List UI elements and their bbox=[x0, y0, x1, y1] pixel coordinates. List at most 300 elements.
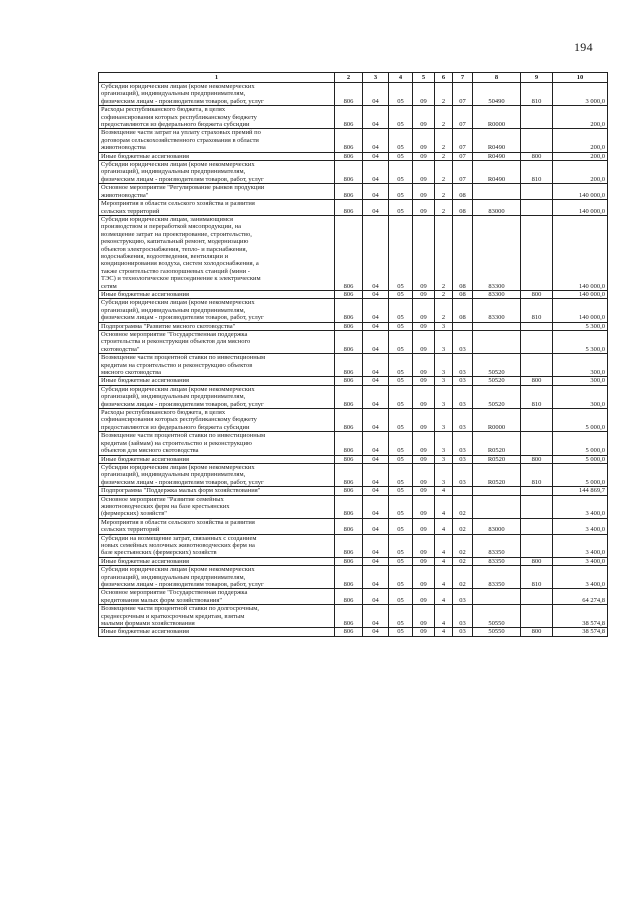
row-code-c2: 806 bbox=[335, 83, 363, 106]
row-name: Расходы республиканского бюджета, в целях софинансирования которых республиканскому бюджету предоставляются из федерального бюджета субсидии bbox=[99, 106, 335, 129]
table-row bbox=[99, 487, 608, 495]
row-code-c5: 09 bbox=[413, 106, 435, 129]
row-code-c6: 2 bbox=[435, 152, 453, 160]
row-code-c7: 02 bbox=[453, 566, 473, 589]
row-code-c3: 04 bbox=[363, 487, 389, 495]
row-code-c5: 09 bbox=[413, 354, 435, 377]
row-code-c3: 04 bbox=[363, 322, 389, 330]
row-code-c6: 2 bbox=[435, 299, 453, 322]
row-code-c8: 50490 bbox=[473, 83, 521, 106]
row-code-c6: 4 bbox=[435, 487, 453, 495]
row-amount: 5 000,0 bbox=[553, 432, 608, 455]
row-code-c9 bbox=[521, 200, 553, 216]
row-code-c2: 806 bbox=[335, 557, 363, 565]
row-code-c4: 05 bbox=[389, 463, 413, 486]
row-code-c4: 05 bbox=[389, 557, 413, 565]
row-code-c4: 05 bbox=[389, 152, 413, 160]
row-code-c8 bbox=[473, 495, 521, 518]
row-code-c2: 806 bbox=[335, 605, 363, 628]
row-code-c5: 09 bbox=[413, 215, 435, 290]
row-code-c9 bbox=[521, 322, 553, 330]
row-code-c2: 806 bbox=[335, 215, 363, 290]
row-code-c5: 09 bbox=[413, 299, 435, 322]
row-code-c8: 50550 bbox=[473, 605, 521, 628]
table-row bbox=[99, 184, 608, 200]
row-code-c5: 09 bbox=[413, 495, 435, 518]
row-code-c8 bbox=[473, 322, 521, 330]
row-code-c6: 4 bbox=[435, 534, 453, 557]
row-code-c9: 800 bbox=[521, 152, 553, 160]
row-code-c6: 2 bbox=[435, 184, 453, 200]
row-code-c4: 05 bbox=[389, 184, 413, 200]
row-code-c8: 50520 bbox=[473, 377, 521, 385]
row-code-c6: 3 bbox=[435, 409, 453, 432]
row-code-c6: 2 bbox=[435, 290, 453, 298]
table-row bbox=[99, 385, 608, 408]
row-code-c2: 806 bbox=[335, 290, 363, 298]
column-header: 6 bbox=[435, 73, 453, 83]
row-code-c9 bbox=[521, 184, 553, 200]
row-code-c3: 04 bbox=[363, 409, 389, 432]
row-code-c9: 810 bbox=[521, 463, 553, 486]
row-code-c4: 05 bbox=[389, 518, 413, 534]
table-row bbox=[99, 566, 608, 589]
column-header: 2 bbox=[335, 73, 363, 83]
row-amount: 3 400,0 bbox=[553, 534, 608, 557]
row-code-c5: 09 bbox=[413, 409, 435, 432]
row-code-c2: 806 bbox=[335, 184, 363, 200]
row-code-c5: 09 bbox=[413, 463, 435, 486]
table-row bbox=[99, 557, 608, 565]
row-code-c9 bbox=[521, 518, 553, 534]
row-code-c2: 806 bbox=[335, 463, 363, 486]
row-code-c3: 04 bbox=[363, 299, 389, 322]
row-code-c7 bbox=[453, 322, 473, 330]
row-code-c2: 806 bbox=[335, 161, 363, 184]
row-code-c5: 09 bbox=[413, 385, 435, 408]
row-code-c4: 05 bbox=[389, 589, 413, 605]
table-row bbox=[99, 152, 608, 160]
row-code-c2: 806 bbox=[335, 106, 363, 129]
table-row bbox=[99, 354, 608, 377]
row-amount: 3 400,0 bbox=[553, 557, 608, 565]
column-header: 4 bbox=[389, 73, 413, 83]
row-code-c4: 05 bbox=[389, 83, 413, 106]
table-row bbox=[99, 215, 608, 290]
row-name: Субсидии юридическим лицам (кроме некоммерческих организаций), индивидуальным предпринимателям, физическим лицам - производителям товаров, работ, услуг bbox=[99, 299, 335, 322]
row-code-c3: 04 bbox=[363, 129, 389, 152]
column-header: 5 bbox=[413, 73, 435, 83]
row-code-c6: 3 bbox=[435, 354, 453, 377]
row-code-c4: 05 bbox=[389, 331, 413, 354]
table-row bbox=[99, 605, 608, 628]
row-name: Основное мероприятие "Регулирование рынков продукции животноводства" bbox=[99, 184, 335, 200]
row-code-c5: 09 bbox=[413, 534, 435, 557]
row-name: Мероприятия в области сельского хозяйства и развития сельских территорий bbox=[99, 518, 335, 534]
row-code-c7: 03 bbox=[453, 409, 473, 432]
row-amount: 200,0 bbox=[553, 106, 608, 129]
row-code-c4: 05 bbox=[389, 299, 413, 322]
row-name: Субсидии юридическим лицам (кроме некоммерческих организаций), индивидуальным предпринимателям, физическим лицам - производителям товаров, работ, услуг bbox=[99, 566, 335, 589]
row-code-c4: 05 bbox=[389, 455, 413, 463]
row-code-c3: 04 bbox=[363, 557, 389, 565]
row-code-c3: 04 bbox=[363, 290, 389, 298]
row-name: Иные бюджетные ассигнования bbox=[99, 455, 335, 463]
column-header: 8 bbox=[473, 73, 521, 83]
row-amount: 140 000,0 bbox=[553, 215, 608, 290]
row-code-c2: 806 bbox=[335, 409, 363, 432]
row-code-c3: 04 bbox=[363, 215, 389, 290]
row-code-c8: 83300 bbox=[473, 215, 521, 290]
row-code-c9: 810 bbox=[521, 566, 553, 589]
row-code-c2: 806 bbox=[335, 322, 363, 330]
row-name: Возмещение части процентной ставки по инвестиционным кредитам (займам) на строительство и реконструкцию объектов для мясного скотоводства bbox=[99, 432, 335, 455]
row-code-c4: 05 bbox=[389, 534, 413, 557]
row-code-c6: 2 bbox=[435, 161, 453, 184]
row-code-c9 bbox=[521, 354, 553, 377]
table-body bbox=[99, 83, 608, 637]
row-code-c5: 09 bbox=[413, 322, 435, 330]
row-code-c3: 04 bbox=[363, 152, 389, 160]
table-row bbox=[99, 628, 608, 636]
column-header: 1 bbox=[99, 73, 335, 83]
table-row bbox=[99, 200, 608, 216]
row-code-c3: 04 bbox=[363, 106, 389, 129]
row-code-c2: 806 bbox=[335, 377, 363, 385]
row-code-c4: 05 bbox=[389, 495, 413, 518]
row-code-c9: 800 bbox=[521, 455, 553, 463]
row-code-c2: 806 bbox=[335, 455, 363, 463]
row-amount: 38 574,8 bbox=[553, 628, 608, 636]
row-code-c3: 04 bbox=[363, 455, 389, 463]
row-code-c5: 09 bbox=[413, 129, 435, 152]
row-code-c3: 04 bbox=[363, 463, 389, 486]
row-code-c3: 04 bbox=[363, 385, 389, 408]
row-code-c7: 07 bbox=[453, 152, 473, 160]
row-code-c5: 09 bbox=[413, 331, 435, 354]
row-code-c8: 83350 bbox=[473, 534, 521, 557]
row-code-c8: R0000 bbox=[473, 106, 521, 129]
row-code-c3: 04 bbox=[363, 184, 389, 200]
row-code-c5: 09 bbox=[413, 432, 435, 455]
row-code-c9 bbox=[521, 331, 553, 354]
row-code-c2: 806 bbox=[335, 385, 363, 408]
row-code-c4: 05 bbox=[389, 628, 413, 636]
row-amount: 5 000,0 bbox=[553, 463, 608, 486]
table-row bbox=[99, 129, 608, 152]
table-row bbox=[99, 290, 608, 298]
table-row bbox=[99, 455, 608, 463]
row-code-c2: 806 bbox=[335, 518, 363, 534]
row-code-c8: R0000 bbox=[473, 409, 521, 432]
row-code-c8: R0490 bbox=[473, 161, 521, 184]
row-name: Иные бюджетные ассигнования bbox=[99, 628, 335, 636]
row-code-c9: 810 bbox=[521, 385, 553, 408]
header-row bbox=[99, 73, 608, 83]
row-code-c8: R0520 bbox=[473, 432, 521, 455]
column-header: 10 bbox=[553, 73, 608, 83]
row-code-c9: 810 bbox=[521, 83, 553, 106]
row-name: Мероприятия в области сельского хозяйства и развития сельских территорий bbox=[99, 200, 335, 216]
row-code-c2: 806 bbox=[335, 200, 363, 216]
row-code-c4: 05 bbox=[389, 605, 413, 628]
row-code-c2: 806 bbox=[335, 432, 363, 455]
row-name: Субсидии на возмещение затрат, связанных с созданием новых семейных молочных животноводческих ферм на базе крестьянских (фермерских) хозяйств bbox=[99, 534, 335, 557]
row-amount: 3 400,0 bbox=[553, 518, 608, 534]
row-code-c7: 03 bbox=[453, 432, 473, 455]
row-code-c7: 03 bbox=[453, 385, 473, 408]
row-code-c6: 3 bbox=[435, 455, 453, 463]
row-code-c5: 09 bbox=[413, 83, 435, 106]
row-name: Основное мероприятие "Развитие семейных животноводческих ферм на базе крестьянских (фермерских) хозяйств" bbox=[99, 495, 335, 518]
row-code-c7: 08 bbox=[453, 200, 473, 216]
row-code-c9 bbox=[521, 129, 553, 152]
row-code-c4: 05 bbox=[389, 322, 413, 330]
row-code-c5: 09 bbox=[413, 589, 435, 605]
row-code-c3: 04 bbox=[363, 518, 389, 534]
row-code-c3: 04 bbox=[363, 566, 389, 589]
row-code-c6: 4 bbox=[435, 628, 453, 636]
row-code-c6: 3 bbox=[435, 377, 453, 385]
row-code-c8 bbox=[473, 331, 521, 354]
row-code-c4: 05 bbox=[389, 161, 413, 184]
row-code-c8 bbox=[473, 184, 521, 200]
row-code-c6: 3 bbox=[435, 322, 453, 330]
row-code-c3: 04 bbox=[363, 83, 389, 106]
row-name: Иные бюджетные ассигнования bbox=[99, 152, 335, 160]
row-code-c7: 03 bbox=[453, 377, 473, 385]
row-code-c6: 3 bbox=[435, 385, 453, 408]
row-name: Субсидии юридическим лицам, занимающимся производством и переработкой мясопродукции, на возмещение затрат на проектирование, строительство, реконструкцию, капитальный ремонт, модернизацию объектов электроснабжения, тепло- и парснабжения, водоснабжения, водоотведения, вентиляции и кондиционирования воздуха, систем холодоснабжения, а также строительство газопоршневых станций (мини - ТЭС) и технологическое присоединение к электрическим сетям bbox=[99, 215, 335, 290]
row-code-c8: 50520 bbox=[473, 354, 521, 377]
row-name: Субсидии юридическим лицам (кроме некоммерческих организаций), индивидуальным предпринимателям, физическим лицам - производителям товаров, работ, услуг bbox=[99, 161, 335, 184]
row-code-c6: 2 bbox=[435, 215, 453, 290]
table-row bbox=[99, 463, 608, 486]
row-name: Возмещение части процентной ставки по инвестиционным кредитам на строительство и реконструкцию объектов мясного скотоводства bbox=[99, 354, 335, 377]
row-amount: 140 000,0 bbox=[553, 184, 608, 200]
row-name: Расходы республиканского бюджета, в целях софинансирования которых республиканскому бюджету предоставляются из федерального бюджета субсидии bbox=[99, 409, 335, 432]
row-code-c9 bbox=[521, 605, 553, 628]
row-code-c9: 810 bbox=[521, 161, 553, 184]
row-code-c7: 03 bbox=[453, 628, 473, 636]
row-amount: 64 274,8 bbox=[553, 589, 608, 605]
row-code-c2: 806 bbox=[335, 534, 363, 557]
row-code-c7: 07 bbox=[453, 161, 473, 184]
row-amount: 300,0 bbox=[553, 385, 608, 408]
row-name: Основное мероприятие "Государственная поддержка кредитования малых форм хозяйствования" bbox=[99, 589, 335, 605]
row-code-c8: 83350 bbox=[473, 566, 521, 589]
row-code-c4: 05 bbox=[389, 566, 413, 589]
row-code-c3: 04 bbox=[363, 331, 389, 354]
row-code-c6: 2 bbox=[435, 200, 453, 216]
row-code-c6: 2 bbox=[435, 106, 453, 129]
table-row bbox=[99, 377, 608, 385]
row-code-c2: 806 bbox=[335, 566, 363, 589]
row-code-c9: 800 bbox=[521, 628, 553, 636]
row-code-c2: 806 bbox=[335, 129, 363, 152]
table-row bbox=[99, 83, 608, 106]
row-code-c7: 08 bbox=[453, 299, 473, 322]
table-row bbox=[99, 409, 608, 432]
column-header: 9 bbox=[521, 73, 553, 83]
row-code-c2: 806 bbox=[335, 487, 363, 495]
row-amount: 5 300,0 bbox=[553, 331, 608, 354]
row-code-c8: R0490 bbox=[473, 152, 521, 160]
row-code-c9 bbox=[521, 495, 553, 518]
row-code-c9 bbox=[521, 589, 553, 605]
row-amount: 140 000,0 bbox=[553, 290, 608, 298]
row-code-c7: 03 bbox=[453, 589, 473, 605]
row-code-c5: 09 bbox=[413, 487, 435, 495]
row-code-c2: 806 bbox=[335, 589, 363, 605]
page-number: 194 bbox=[574, 40, 593, 54]
row-code-c6: 3 bbox=[435, 432, 453, 455]
table-row bbox=[99, 106, 608, 129]
table-row bbox=[99, 322, 608, 330]
row-code-c4: 05 bbox=[389, 129, 413, 152]
row-code-c7: 03 bbox=[453, 354, 473, 377]
row-code-c3: 04 bbox=[363, 354, 389, 377]
row-name: Иные бюджетные ассигнования bbox=[99, 557, 335, 565]
row-code-c8: 50520 bbox=[473, 385, 521, 408]
row-name: Субсидии юридическим лицам (кроме некоммерческих организаций), индивидуальным предпринимателям, физическим лицам - производителям товаров, работ, услуг bbox=[99, 463, 335, 486]
row-code-c5: 09 bbox=[413, 184, 435, 200]
row-code-c2: 806 bbox=[335, 628, 363, 636]
row-code-c4: 05 bbox=[389, 200, 413, 216]
row-code-c9: 810 bbox=[521, 299, 553, 322]
row-amount: 200,0 bbox=[553, 152, 608, 160]
row-amount: 3 000,0 bbox=[553, 83, 608, 106]
row-code-c7: 02 bbox=[453, 495, 473, 518]
row-code-c6: 3 bbox=[435, 463, 453, 486]
table-row bbox=[99, 299, 608, 322]
row-code-c3: 04 bbox=[363, 377, 389, 385]
row-code-c6: 4 bbox=[435, 566, 453, 589]
row-name: Возмещение части затрат на уплату страховых премий по договорам сельскохозяйственного страхования в области животноводства bbox=[99, 129, 335, 152]
row-code-c8: R0520 bbox=[473, 463, 521, 486]
row-code-c7: 08 bbox=[453, 290, 473, 298]
row-code-c4: 05 bbox=[389, 409, 413, 432]
row-code-c9 bbox=[521, 487, 553, 495]
row-code-c7: 07 bbox=[453, 83, 473, 106]
row-code-c9: 800 bbox=[521, 557, 553, 565]
row-code-c6: 4 bbox=[435, 605, 453, 628]
table-row bbox=[99, 495, 608, 518]
row-code-c8: 83350 bbox=[473, 557, 521, 565]
row-code-c8: R0520 bbox=[473, 455, 521, 463]
row-name: Возмещение части процентной ставки по долгосрочным, среднесрочным и краткосрочным кредитам, взятым малыми формами хозяйствования bbox=[99, 605, 335, 628]
row-code-c4: 05 bbox=[389, 377, 413, 385]
table-row bbox=[99, 161, 608, 184]
row-code-c9 bbox=[521, 106, 553, 129]
row-name: Подпрограмма "Поддержка малых форм хозяйствования" bbox=[99, 487, 335, 495]
row-code-c3: 04 bbox=[363, 534, 389, 557]
row-code-c7: 03 bbox=[453, 331, 473, 354]
row-code-c7 bbox=[453, 487, 473, 495]
row-code-c7: 02 bbox=[453, 557, 473, 565]
row-code-c3: 04 bbox=[363, 628, 389, 636]
row-code-c2: 806 bbox=[335, 152, 363, 160]
row-code-c2: 806 bbox=[335, 354, 363, 377]
row-code-c6: 4 bbox=[435, 495, 453, 518]
row-code-c3: 04 bbox=[363, 200, 389, 216]
row-code-c7: 03 bbox=[453, 605, 473, 628]
row-code-c9: 800 bbox=[521, 290, 553, 298]
row-code-c8 bbox=[473, 589, 521, 605]
row-code-c8: 83000 bbox=[473, 518, 521, 534]
row-code-c7: 08 bbox=[453, 184, 473, 200]
row-code-c5: 09 bbox=[413, 290, 435, 298]
table-row bbox=[99, 589, 608, 605]
row-code-c3: 04 bbox=[363, 589, 389, 605]
row-code-c5: 09 bbox=[413, 161, 435, 184]
row-code-c3: 04 bbox=[363, 495, 389, 518]
row-code-c8: 50550 bbox=[473, 628, 521, 636]
row-amount: 200,0 bbox=[553, 161, 608, 184]
row-code-c4: 05 bbox=[389, 487, 413, 495]
row-name: Иные бюджетные ассигнования bbox=[99, 290, 335, 298]
row-code-c7: 08 bbox=[453, 215, 473, 290]
row-code-c9 bbox=[521, 534, 553, 557]
row-amount: 300,0 bbox=[553, 377, 608, 385]
row-code-c8: 83300 bbox=[473, 290, 521, 298]
row-code-c8 bbox=[473, 487, 521, 495]
row-code-c2: 806 bbox=[335, 331, 363, 354]
row-code-c4: 05 bbox=[389, 106, 413, 129]
row-code-c5: 09 bbox=[413, 557, 435, 565]
row-code-c5: 09 bbox=[413, 377, 435, 385]
row-name: Подпрограмма "Развитие мясного скотоводства" bbox=[99, 322, 335, 330]
row-name: Субсидии юридическим лицам (кроме некоммерческих организаций), индивидуальным предпринимателям, физическим лицам - производителям товаров, работ, услуг bbox=[99, 385, 335, 408]
row-code-c3: 04 bbox=[363, 605, 389, 628]
row-code-c6: 4 bbox=[435, 589, 453, 605]
table-row bbox=[99, 432, 608, 455]
row-code-c5: 09 bbox=[413, 152, 435, 160]
row-amount: 3 400,0 bbox=[553, 495, 608, 518]
row-amount: 140 000,0 bbox=[553, 200, 608, 216]
row-code-c5: 09 bbox=[413, 455, 435, 463]
row-code-c4: 05 bbox=[389, 432, 413, 455]
row-code-c5: 09 bbox=[413, 628, 435, 636]
table-row bbox=[99, 518, 608, 534]
row-code-c4: 05 bbox=[389, 354, 413, 377]
row-amount: 5 000,0 bbox=[553, 409, 608, 432]
row-code-c7: 02 bbox=[453, 534, 473, 557]
row-code-c9 bbox=[521, 432, 553, 455]
row-amount: 144 869,7 bbox=[553, 487, 608, 495]
column-header: 3 bbox=[363, 73, 389, 83]
row-code-c6: 4 bbox=[435, 557, 453, 565]
row-code-c8: 83300 bbox=[473, 299, 521, 322]
row-name: Субсидии юридическим лицам (кроме некоммерческих организаций), индивидуальным предпринимателям, физическим лицам - производителям товаров, работ, услуг bbox=[99, 83, 335, 106]
row-code-c5: 09 bbox=[413, 518, 435, 534]
row-code-c2: 806 bbox=[335, 299, 363, 322]
row-code-c7: 07 bbox=[453, 129, 473, 152]
row-code-c7: 03 bbox=[453, 463, 473, 486]
row-code-c4: 05 bbox=[389, 385, 413, 408]
row-code-c4: 05 bbox=[389, 215, 413, 290]
row-amount: 5 000,0 bbox=[553, 455, 608, 463]
row-code-c6: 2 bbox=[435, 129, 453, 152]
row-name: Основное мероприятие "Государственная поддержка строительства и реконструкции объектов для мясного скотоводства" bbox=[99, 331, 335, 354]
table-row bbox=[99, 534, 608, 557]
row-code-c8: R0490 bbox=[473, 129, 521, 152]
row-amount: 200,0 bbox=[553, 129, 608, 152]
row-code-c9: 800 bbox=[521, 377, 553, 385]
row-name: Иные бюджетные ассигнования bbox=[99, 377, 335, 385]
row-code-c7: 02 bbox=[453, 518, 473, 534]
row-code-c5: 09 bbox=[413, 605, 435, 628]
